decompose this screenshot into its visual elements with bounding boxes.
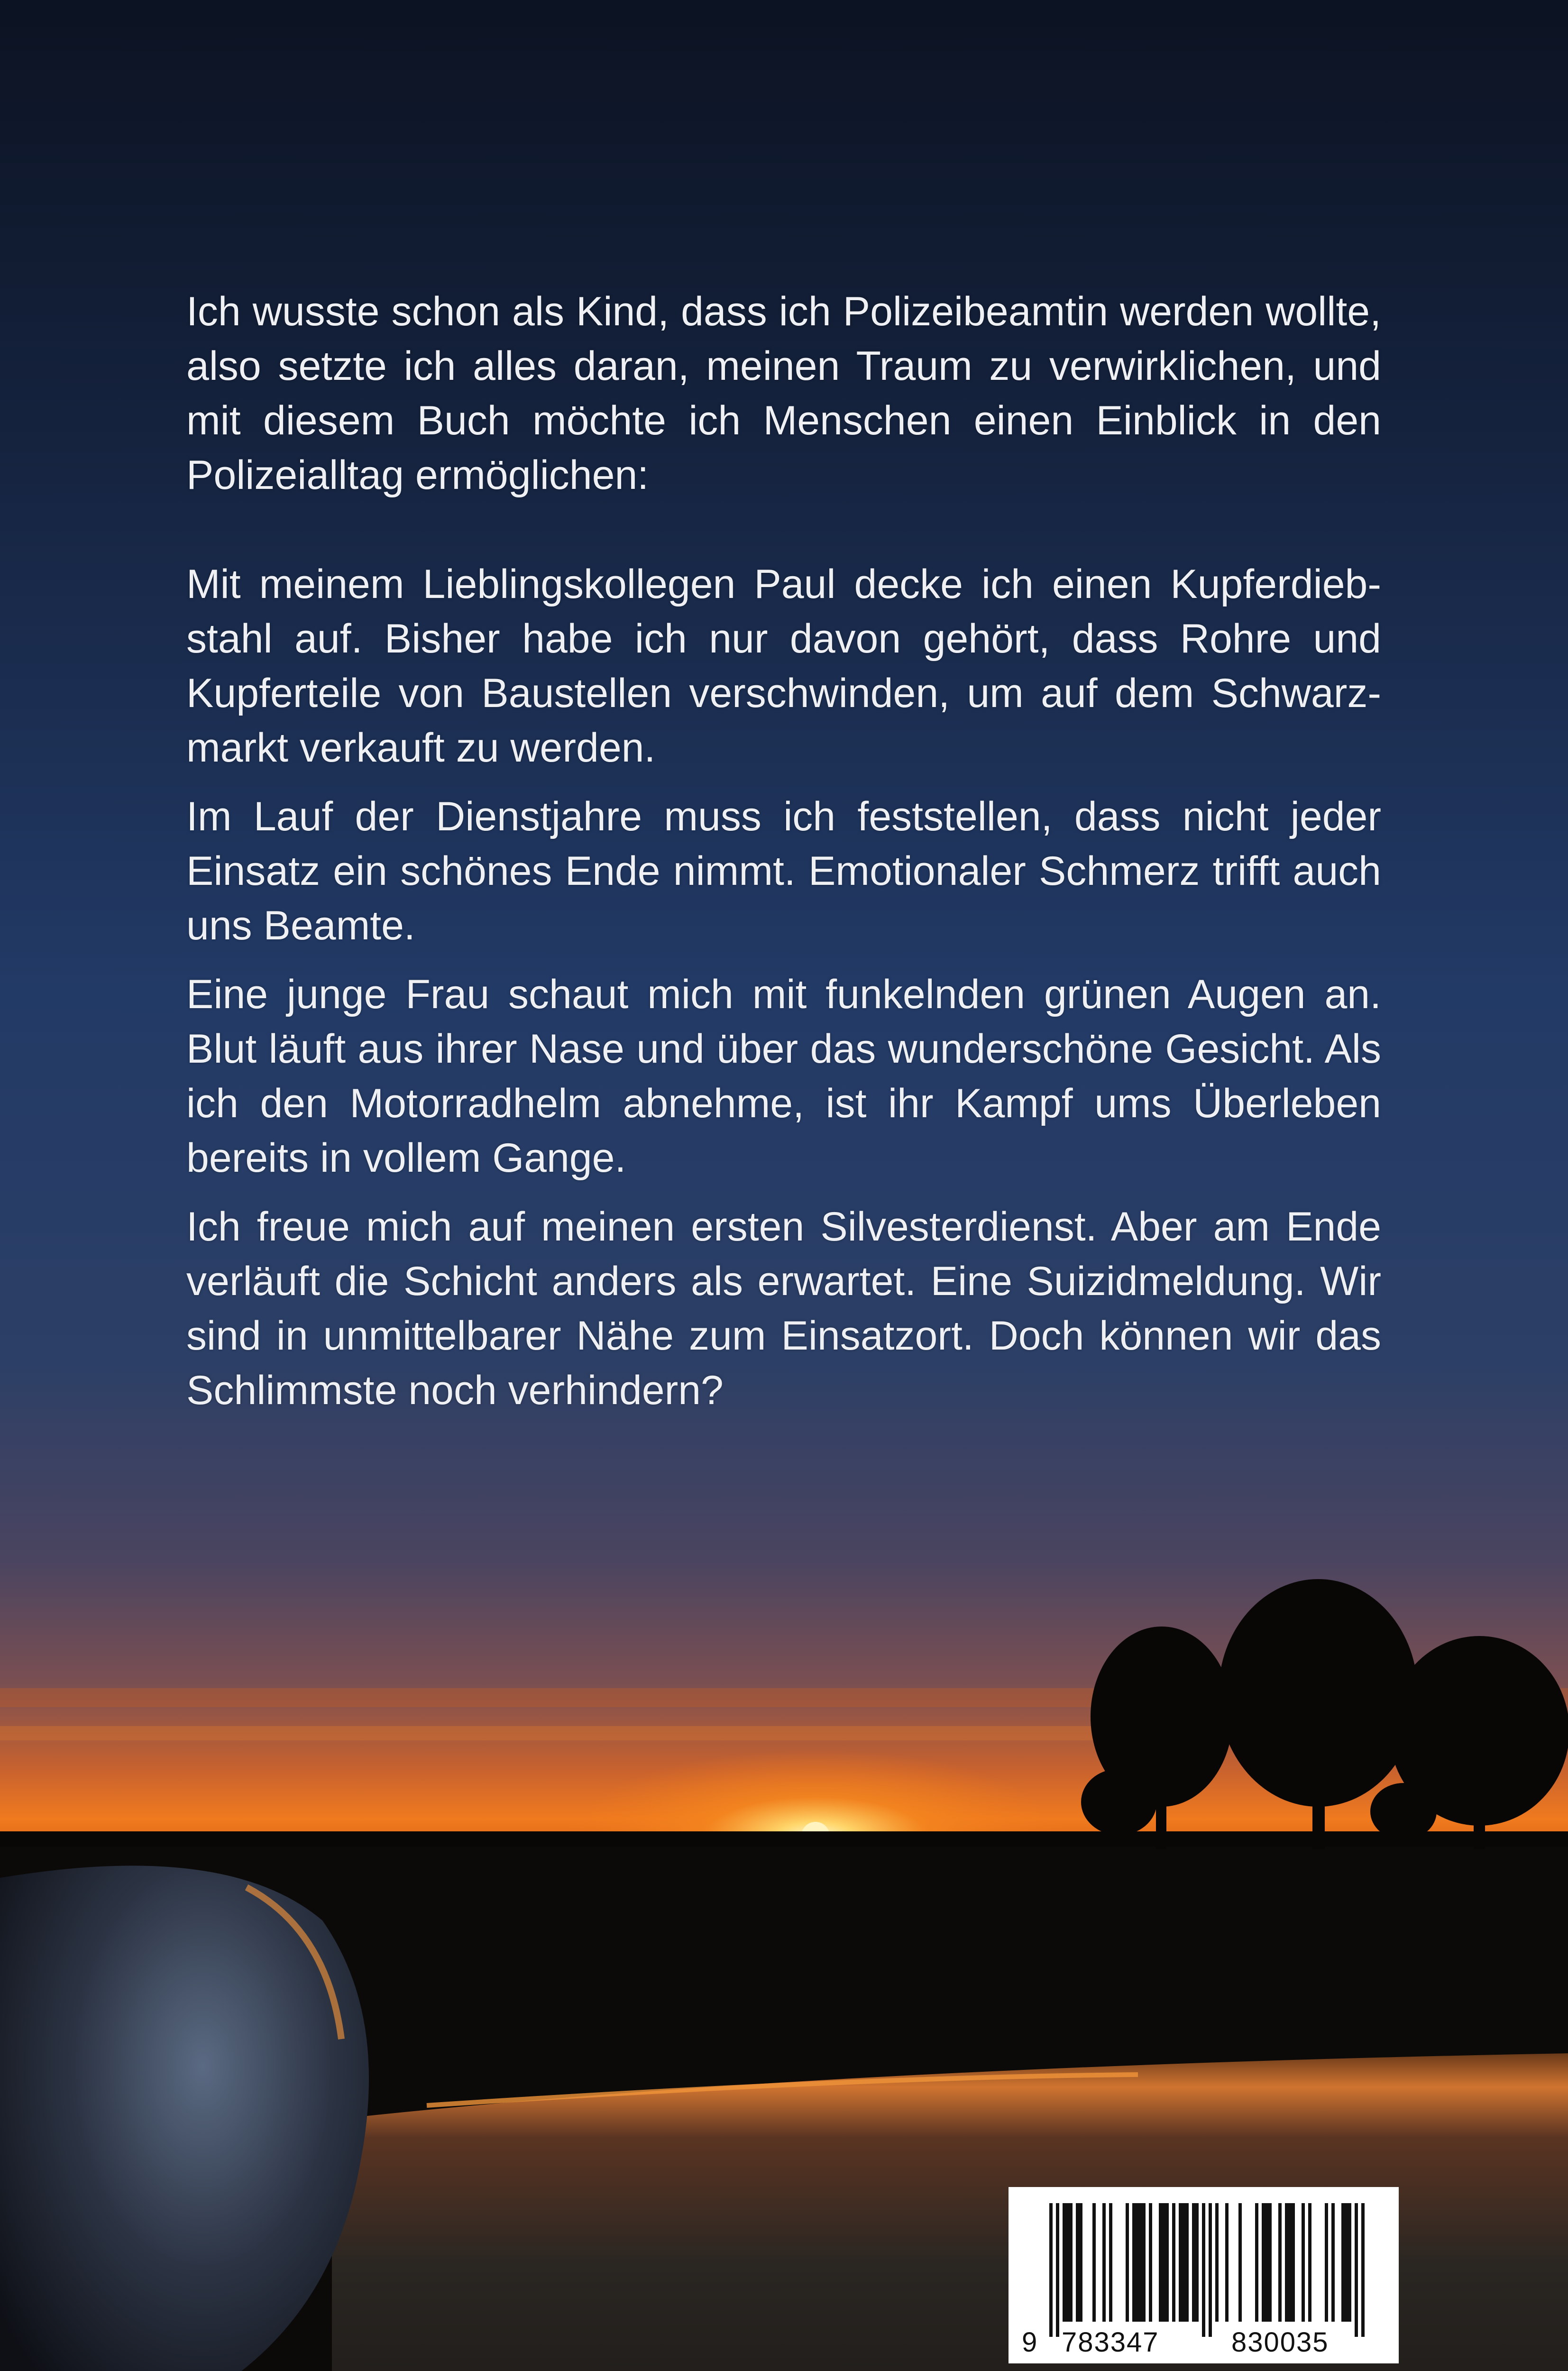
barcode-bar [1139, 2203, 1142, 2322]
barcode-first-digit: 9 [1022, 2327, 1038, 2358]
blurb-text [186, 285, 1381, 1418]
barcode-bar [1092, 2203, 1096, 2322]
barcode-bar [1195, 2203, 1199, 2322]
barcode-bar [1361, 2203, 1365, 2337]
barcode-bar [1285, 2203, 1288, 2322]
barcode-bar [1149, 2203, 1152, 2322]
barcode-bar [1238, 2203, 1242, 2322]
barcode-bar [1209, 2203, 1212, 2337]
barcode-bar [1255, 2203, 1258, 2322]
barcode-bar [1126, 2203, 1129, 2322]
barcode-bar [1179, 2203, 1182, 2322]
barcode-bar [1056, 2203, 1059, 2337]
barcode-bar [1066, 2203, 1069, 2322]
barcode-bar [1355, 2203, 1358, 2337]
isbn-barcode [1009, 2187, 1399, 2363]
barcode-bar [1302, 2203, 1305, 2322]
barcode-bar [1159, 2203, 1162, 2322]
barcode-bar [1142, 2203, 1146, 2322]
barcode-bar [1165, 2203, 1169, 2322]
blurb-paragraph-2: Mit meinem Lieblingskollegen Paul decke ich einen Kupferdiebstahl auf. Bisher habe ich nur davon gehört, dass Rohre und Kupferteile von Baustellen verschwinden, um auf dem Schwarzmarkt verkauft zu werden. [186, 561, 1381, 771]
blurb-paragraph-1: Ich wusste schon als Kind, dass ich Polizeibeamtin werden wollte, also setzte ich alles daran, meinen Traum zu verwirklichen, und mit diesem Buch möchte ich Menschen einen Einblick in den Polizeialltag ermöglichen: [186, 289, 1381, 498]
barcode-bar [1049, 2203, 1053, 2337]
barcode-bar [1192, 2203, 1195, 2322]
barcode-bar [1063, 2203, 1066, 2322]
barcode-bar [1292, 2203, 1295, 2322]
barcode-bar [1345, 2203, 1348, 2322]
blurb-paragraph-3: Im Lauf der Dienstjahre muss ich feststellen, dass nicht jeder Einsatz ein schönes Ende nimmt. Emotionaler Schmerz trifft auch uns Beamte. [186, 794, 1381, 948]
barcode-bar [1185, 2203, 1189, 2322]
barcode-bar [1079, 2203, 1082, 2322]
barcode-bar [1136, 2203, 1139, 2322]
barcode-bar [1278, 2203, 1282, 2322]
blurb-paragraph-4: Eine junge Frau schaut mich mit funkelnden grünen Augen an. Blut läuft aus ihrer Nase und über das wunderschöne Gesicht. Als ich den Motorradhelm abnehme, ist ihr Kampf ums Überleben bereits in vollem Gange. [186, 972, 1381, 1181]
barcode-bar [1265, 2203, 1268, 2322]
barcode-bar [1268, 2203, 1272, 2322]
barcode-bar [1348, 2203, 1351, 2322]
blurb-paragraph-5: Ich freue mich auf meinen ersten Silvesterdienst. Aber am Ende verläuft die Schicht anders als erwartet. Eine Suizidmeldung. Wir sind in unmittelbarer Nähe zum Einsatzort. Doch können wir das Schlimmste noch verhindern? [186, 1204, 1381, 1413]
barcode-bar [1132, 2203, 1136, 2322]
barcode-bar [1341, 2203, 1345, 2322]
barcode-bar [1262, 2203, 1265, 2322]
barcode-bar [1308, 2203, 1311, 2322]
barcode-bar [1202, 2203, 1205, 2337]
barcode-left-digits: 783347 [1062, 2327, 1159, 2358]
barcode-bar [1325, 2203, 1328, 2322]
barcode-bar [1331, 2203, 1335, 2322]
barcode-bar [1162, 2203, 1165, 2322]
barcode-bar [1172, 2203, 1175, 2322]
barcode-bar [1102, 2203, 1106, 2322]
barcode-bar [1069, 2203, 1073, 2322]
barcode-right-digits: 830035 [1231, 2327, 1329, 2358]
barcode-bar [1109, 2203, 1112, 2322]
barcode-bar [1182, 2203, 1185, 2322]
barcode-bar [1225, 2203, 1229, 2322]
barcode-bar [1215, 2203, 1219, 2322]
barcode-bar [1288, 2203, 1292, 2322]
barcode-bar [1076, 2203, 1079, 2322]
